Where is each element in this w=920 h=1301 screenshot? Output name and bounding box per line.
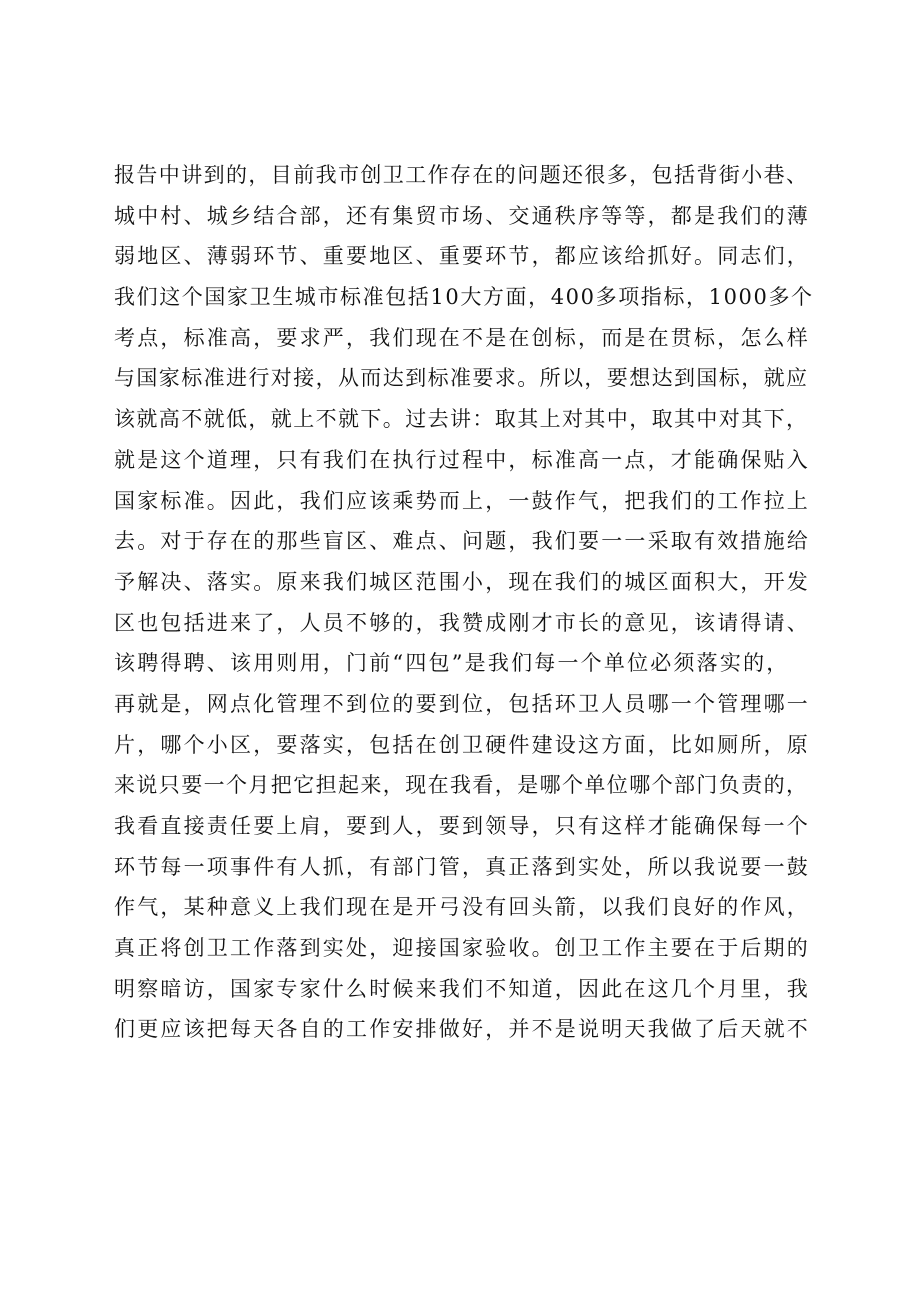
text-line: 区也包括进来了，人员不够的，我赞成刚才市长的意见，该请得请、 [114, 610, 810, 635]
text-line: 真正将创卫工作落到实处，迎接国家验收。创卫工作主要在于后期的 [114, 936, 810, 961]
text-line: 城中村、城乡结合部，还有集贸市场、交通秩序等等，都是我们的薄 [114, 203, 810, 228]
text-line: 报告中讲到的，目前我市创卫工作存在的问题还很多，包括背街小巷、 [114, 163, 809, 187]
text-line: 与国家标准进行对接，从而达到标准要求。所以，要想达到国标，就应 [114, 366, 809, 391]
text-line: 作气，某种意义上我们现在是开弓没有回头箭，以我们良好的作风， [114, 895, 810, 920]
text-line: 来说只要一个月把它担起来，现在我看，是哪个单位哪个部门负责的， [114, 773, 809, 798]
text-line: 环节每一项事件有人抓，有部门管，真正落到实处，所以我说要一鼓 [114, 854, 810, 879]
text-line: 予解决、落实。原来我们城区范围小，现在我们的城区面积大，开发 [114, 569, 810, 594]
text-line: 就是这个道理，只有我们在执行过程中，标准高一点，才能确保贴入 [114, 447, 810, 472]
text-line: 我们这个国家卫生城市标准包括10大方面，400多项指标，1000多个 [114, 285, 814, 310]
text-line: 该就高不就低，就上不就下。过去讲：取其上对其中，取其中对其下， [114, 407, 809, 432]
text-line: 再就是，网点化管理不到位的要到位，包括环卫人员哪一个管理哪一 [114, 691, 810, 716]
text-line: 明察暗访，国家专家什么时候来我们不知道，因此在这几个月里，我 [114, 976, 810, 1001]
body-text [114, 160, 814, 1055]
text-line: 弱地区、薄弱环节、重要地区、重要环节，都应该给抓好。同志们， [114, 244, 810, 269]
text-line: 国家标准。因此，我们应该乘势而上，一鼓作气，把我们的工作拉上 [114, 488, 810, 513]
text-line: 们更应该把每天各自的工作安排做好，并不是说明天我做了后天就不 [114, 1017, 810, 1042]
text-line: 我看直接责任要上肩，要到人，要到领导，只有这样才能确保每一个 [114, 814, 810, 838]
text-line: 片，哪个小区，要落实，包括在创卫硬件建设这方面，比如厕所，原 [114, 732, 810, 757]
text-line: 去。对于存在的那些盲区、难点、问题，我们要一一采取有效措施给 [114, 529, 810, 554]
text-line: 该聘得聘、该用则用，门前“四包”是我们每一个单位必须落实的， [114, 651, 790, 676]
text-line: 考点，标准高，要求严，我们现在不是在创标，而是在贯标，怎么样 [114, 325, 810, 350]
